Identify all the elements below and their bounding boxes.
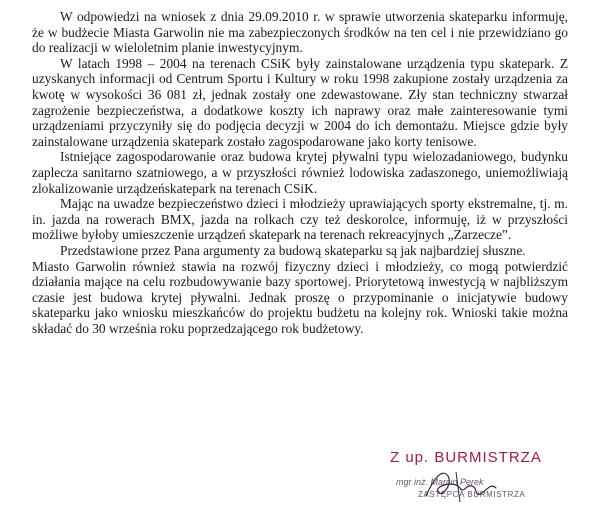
stamp-title: Z up. BURMISTRZA	[390, 449, 542, 466]
paragraph-current-use: Istniejące zagospodarowanie oraz budowa krytej pływalni typu wielozadaniowego, budynku zaplecza sanitarno szatniowego, a w przyszłości również lodowiska zadaszonego, uniemożliwiają zlokalizowanie urządzeńskatepark na terenach CSiK.	[32, 149, 568, 196]
paragraph-reply: W odpowiedzi na wniosek z dnia 29.09.2010 r. w sprawie utworzenia skateparku informuję, że w budżecie Miasta Garwolin nie ma zabezpieczonych środków na ten cel i nie przewidziano go do realizacji w wieloletnim planie inwestycyjnym.	[32, 9, 568, 56]
letter-body	[32, 9, 568, 336]
handwritten-signature	[420, 458, 510, 508]
paragraph-safety: Mając na uwadze bezpieczeństwo dzieci i młodzieży uprawiających sporty ekstremalne, tj. m. in. jazda na rowerach BMX, jazda na rolkach czy też deskorolce, informuję, iż w przyszłości możliwe byłoby umieszczenie urządzeń skatepark na terenach rekreacyjnych „Zarzecze”.	[32, 196, 568, 243]
paragraph-arguments: Przedstawione przez Pana argumenty za budową skateparku są jak najbardziej słuszne.	[60, 242, 526, 258]
stamp-name: mgr inż. Marcin Perek	[396, 477, 484, 487]
paragraph-history: W latach 1998 – 2004 na terenach CSiK były zainstalowane urządzenia typu skatepark. Z uzyskanych informacji od Centrum Sportu i Kultury w roku 1998 zakupione zostały urządzenia za kwotę w wysokości 36 081 zł, jednak zostały one zdewastowane. Zły stan techniczny stwarzał zagrożenie bezpieczeństwa, a dodatkowe koszty ich naprawy oraz małe zainteresowanie tymi urządzeniami przyczyniły się do podjęcia decyzji w 2004 do ich demontażu. Miejsce gdzie były zainstalowane urządzenia skatepark zostało zagospodarowane jako korty tenisowe.	[32, 55, 568, 149]
paragraph-city-plans: Miasto Garwolin również stawia na rozwój fizyczny dzieci i młodzieży, co mogą potwierdzić działania mające na celu rozbudowywanie bazy sportowej. Priorytetową inwestycją w najbliższym czasie jest budowa krytej pływalni. Jednak proszę o przypominanie o inicjatywie budowy skateparku jako wniosku mieszkańców do projektu budżetu na kolejny rok. Wnioski takie można składać do 30 września roku poprzedzającego rok budżetowy.	[32, 258, 568, 336]
stamp-role: ZASTĘPCA BURMISTRZA	[418, 490, 526, 499]
